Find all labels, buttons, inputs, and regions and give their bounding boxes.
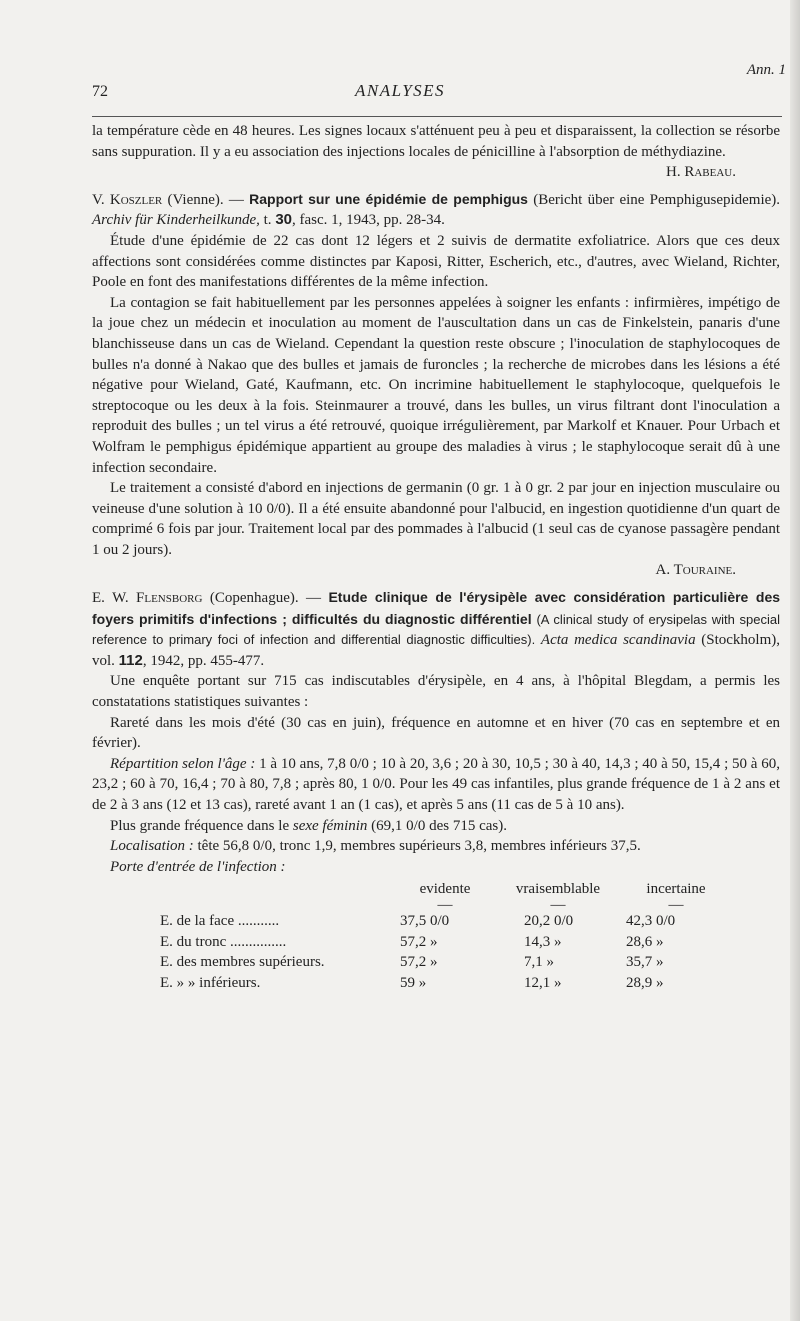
body-paragraph: Répartition selon l'âge : 1 à 10 ans, 7,8 0/0 ; 10 à 20, 3,6 ; 20 à 30, 10,5 ; 30 à 40, 14,3 ; 40 à 50, 15,4 ; 50 à 60, 23,2 ; 60 à 70, 16,4 ; 70 à 80, 7,8 ; après 80, 1 0/0. Pour les 49 cas infantiles, plus grande fréquence de 1 à 2 ans et de 2 à 3 ans (12 et 13 cas), rareté avant 1 an (1 cas), et après 5 ans (11 cas de 5 à 10 ans). (92, 755, 780, 813)
journal-reference: Ann. 1 (746, 62, 786, 78)
article-header (92, 587, 780, 671)
infection-table (156, 879, 730, 993)
journal-place: (Stockholm), vol. (92, 632, 781, 669)
table-cell: 37,5 0/0 (400, 913, 450, 930)
signature: A. Touraine. (655, 562, 736, 579)
volume-prefix: t. (263, 212, 272, 229)
running-head: ANALYSES (354, 81, 446, 100)
article-title: Rapport sur une épidémie de pemphigus (249, 190, 528, 207)
column-header: evidente (419, 881, 471, 898)
author-place: (Vienne). — (167, 191, 244, 208)
row-label: E. du tronc ............... (160, 933, 287, 950)
column-header: incertaine (646, 881, 706, 898)
emphasis: sexe féminin (292, 817, 368, 834)
column-header: vraisemblable (515, 881, 601, 898)
table-cell: 57,2 » (400, 954, 438, 971)
table-cell: 20,2 0/0 (524, 913, 574, 930)
body-paragraph (92, 857, 780, 878)
table-cell: 57,2 » (400, 933, 438, 950)
signature: H. Rabeau. (666, 164, 736, 181)
volume-number: 30 (275, 211, 292, 229)
table-header-row (156, 879, 730, 899)
article-title: Etude clinique de l'érysipèle avec considération particulière des foyers primitifs d'infections ; difficultés du diagnostic différentiel (92, 589, 781, 627)
header-rule (92, 116, 782, 117)
body-paragraph: Étude d'une épidémie de 22 cas dont 12 légers et 2 suivis de dermatite exfoliatrice. Alors que ces deux affections sont considérées comme distinctes par Kaposi, Ritter, Escherich, etc., d'autres, avec Wieland, Richter, Poole en font des manifestations différentes de la même infection. (92, 232, 780, 291)
table-cell: 7,1 » (524, 954, 554, 971)
body-paragraph: La contagion se fait habituellement par les personnes appelées à soigner les enfants : infirmières, impétigo de la joue chez un médecin et inoculation au moment de l'auscultation dans un cas de Finkelstein, panaris d'une blanchisseuse dans un cas de Wieland. Cependant la question reste obscure ; l'inoculation de staphylocoques de bulles n'a donné à Nakao que des bulles et jamais de furoncles ; la recherche de microbes dans les lésions a été négative pour Wieland, Gaté, Kaufmann, etc. On incrimine habituellement le staphylocoque, quelquefois le streptocoque ou les deux à la fois. Steinmaurer a trouvé, dans les bulles, un virus filtrant dont l'inoculation a reproduit des bulles ; un tel virus a été retrouvé, quoique irrégulièrement, par Markolf et Knauer. Pour Urbach et Wolfram le pemphigus épidémique appartient au groupe des maladies à virus ; le staphylocoque serait dû à une infection secondaire. (92, 294, 780, 476)
body-paragraph: Le traitement a consisté d'abord en injections de germanin (0 gr. 1 à 0 gr. 2 par jour en injection musculaire ou veineuse d'une solution à 10 0/0). Il a été ensuite abandonné pour l'albucid, en ingestion quotidienne d'un quart de comprimé 6 fois par jour. Traitement local par des pommades à l'albucid (1 seul cas de cyanose passagère pendant 1 ou 2 jours). (92, 480, 780, 558)
page-number: 72 (92, 83, 108, 100)
table-row (156, 973, 730, 993)
author-name: V. Koszler (92, 191, 163, 208)
year-pages: , 1942, pp. 455-477. (142, 652, 265, 669)
page-edge (790, 0, 800, 1321)
table-cell: 42,3 0/0 (626, 913, 676, 930)
journal-name: Acta medica scandinavia (540, 632, 696, 649)
section-label: Porte d'entrée de l'infection : (110, 858, 286, 875)
body-paragraph: Plus grande fréquence dans le sexe féminin (69,1 0/0 des 715 cas). (110, 817, 507, 834)
body-paragraph: Rareté dans les mois d'été (30 cas en juin), fréquence en automne et en hiver (70 cas en septembre et en février). (92, 714, 780, 752)
author-name: E. W. Flensborg (92, 590, 203, 607)
table-row (156, 952, 730, 972)
author-place: (Copenhague). — (209, 590, 322, 607)
row-label: E. » » inférieurs. (160, 974, 261, 991)
page-body (92, 121, 780, 993)
original-title: (Bericht über eine Pemphigusepidemie). (533, 191, 781, 208)
row-label: E. des membres supérieurs. (160, 954, 325, 971)
table-cell: 28,6 » (626, 933, 664, 950)
issue-pages: , fasc. 1, 1943, pp. 28-34. (292, 212, 445, 229)
table-cell: 14,3 » (524, 933, 562, 950)
journal-name: Archiv für Kinderheilkunde, (92, 212, 260, 229)
body-paragraph: Une enquête portant sur 715 cas indiscutables d'érysipèle, en 4 ans, à l'hôpital Blegdam, a permis les constatations statistiques suivantes : (92, 673, 780, 711)
body-paragraph: Localisation : tête 56,8 0/0, tronc 1,9, membres supérieurs 3,8, membres inférieurs 37,5. (110, 838, 641, 855)
volume-number: 112 (118, 651, 143, 669)
continuation-paragraph: la température cède en 48 heures. Les signes locaux s'atténuent peu à peu et disparaissent, la collection se résorbe sans suppuration. Il y a eu association des injections locales de pénicilline à l'absorption de méthydiazine. (92, 123, 780, 160)
english-title: (A clinical study of erysipelas with special reference to primary foci of infection and differential diagnostic difficulties). (92, 611, 780, 648)
section-label: Localisation : (110, 838, 194, 855)
table-row (156, 911, 730, 931)
table-dash-row: — — — (437, 897, 684, 914)
table-row (156, 932, 730, 952)
row-label: E. de la face ........... (160, 913, 280, 930)
article-header (92, 189, 780, 231)
table-cell: 59 » (400, 974, 427, 991)
table-cell: 12,1 » (524, 974, 562, 991)
table-cell: 28,9 » (626, 974, 664, 991)
table-cell: 35,7 » (626, 954, 664, 971)
section-label: Répartition selon l'âge : (110, 755, 256, 772)
